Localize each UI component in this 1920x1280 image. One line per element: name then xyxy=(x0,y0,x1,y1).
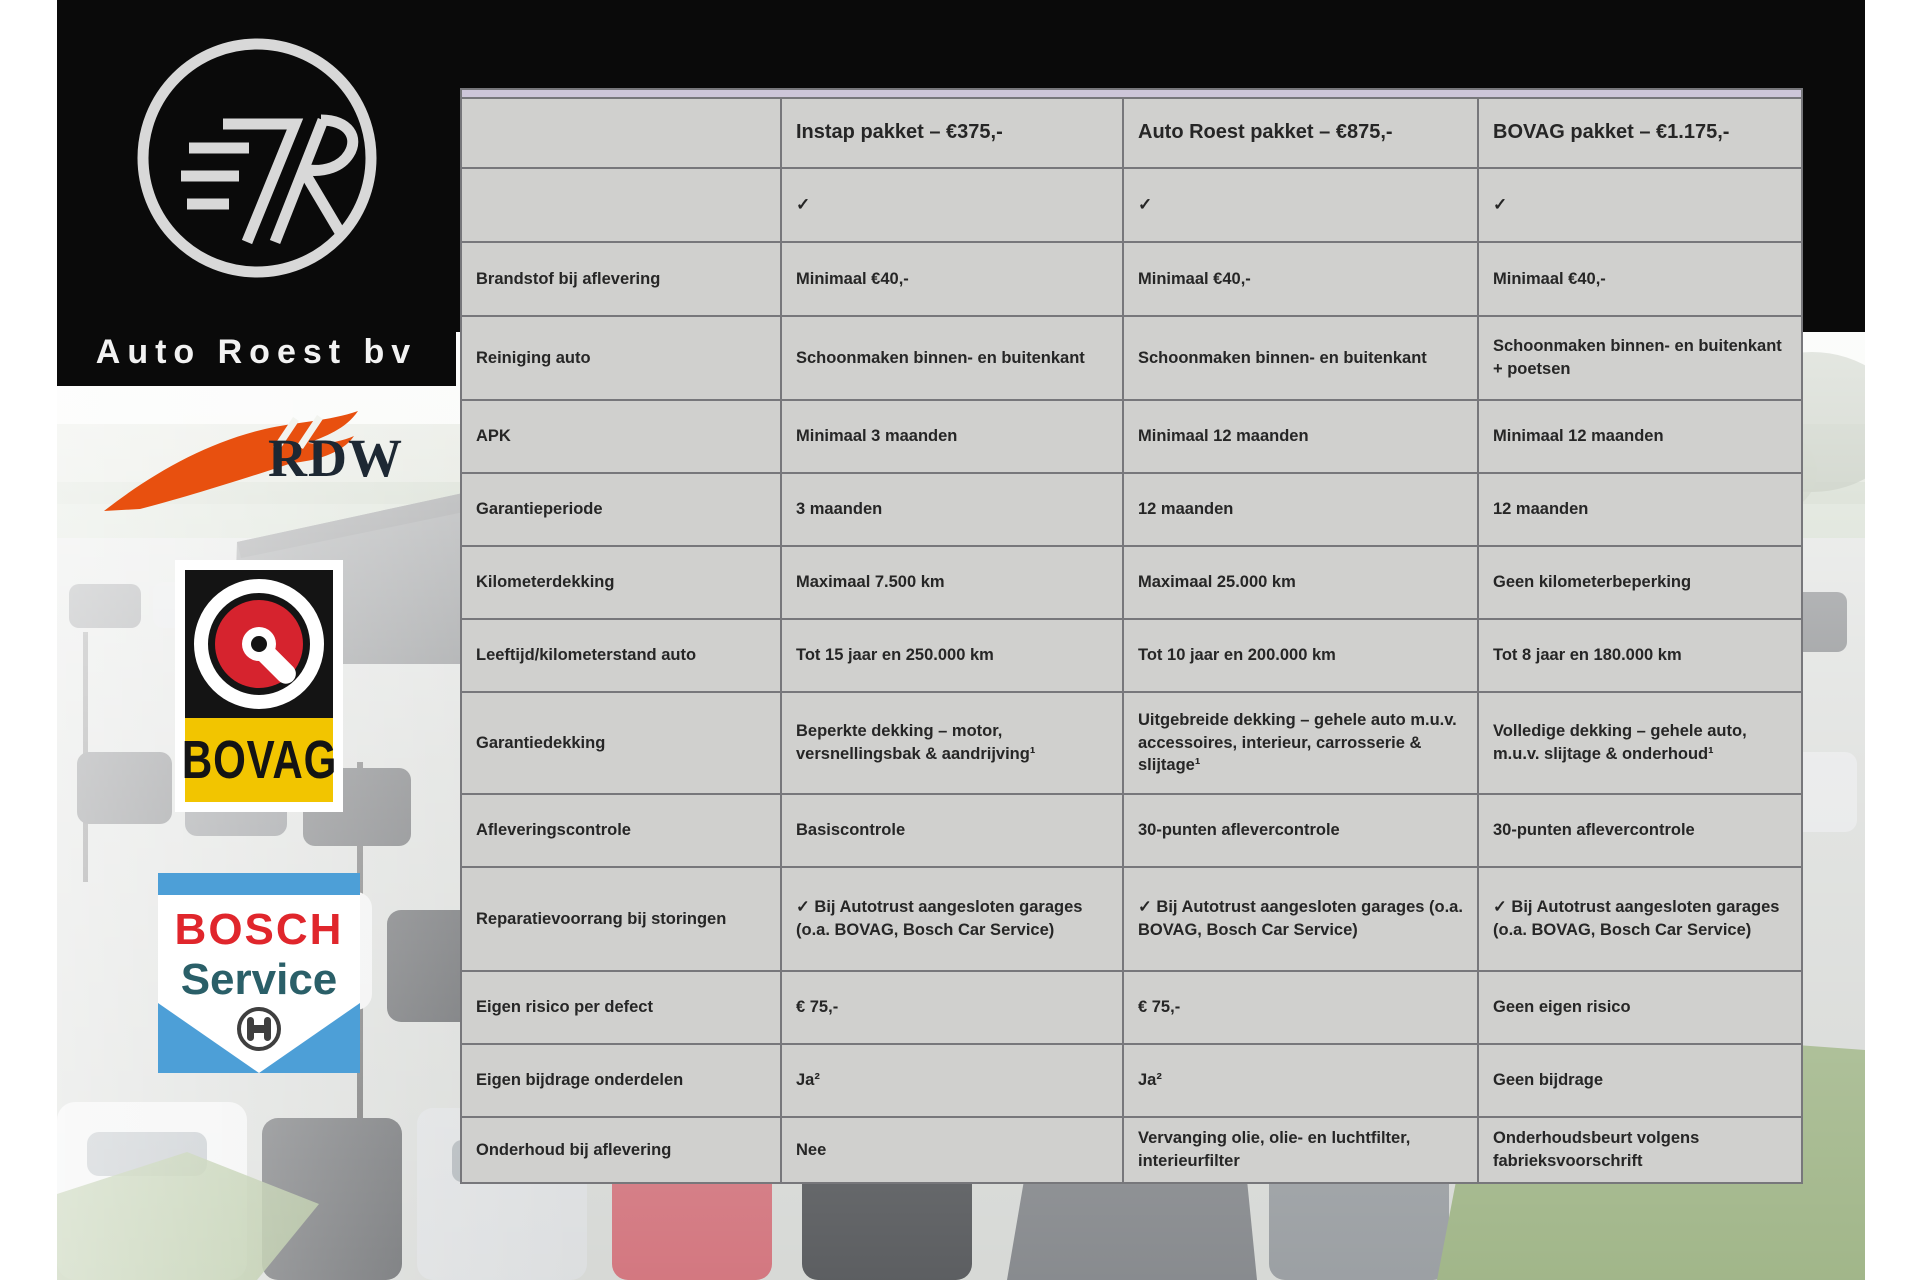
auto-roest-logo xyxy=(57,0,456,386)
value-cell: Basiscontrole xyxy=(782,795,1122,866)
value-cell: Minimaal €40,- xyxy=(1124,243,1477,315)
bosch-logo xyxy=(158,873,360,1073)
bovag-band xyxy=(181,718,337,802)
value-cell: Minimaal €40,- xyxy=(782,243,1122,315)
bovag-logo xyxy=(175,560,343,812)
auto-roest-monogram-icon xyxy=(127,20,387,305)
rdw-logo xyxy=(100,405,420,520)
row-label: Leeftijd/kilometerstand auto xyxy=(462,620,780,691)
row-label: APK xyxy=(462,401,780,472)
value-cell: € 75,- xyxy=(782,972,1122,1043)
rdw-wordmark: RDW xyxy=(268,428,403,488)
row-label: Eigen bijdrage onderdelen xyxy=(462,1045,780,1116)
value-cell: Tot 15 jaar en 250.000 km xyxy=(782,620,1122,691)
value-cell: Minimaal 12 maanden xyxy=(1479,401,1801,472)
bovag-emblem-icon xyxy=(185,570,333,718)
column-header-instap: Instap pakket – €375,- xyxy=(782,99,1122,167)
value-cell: Ja² xyxy=(1124,1045,1477,1116)
row-label: Afleveringscontrole xyxy=(462,795,780,866)
value-cell: 12 maanden xyxy=(1124,474,1477,545)
bovag-wordmark: BOVAG xyxy=(181,730,337,790)
value-cell: Nee xyxy=(782,1118,1122,1182)
bosch-armature-icon xyxy=(235,1005,283,1058)
value-cell: Schoonmaken binnen- en buitenkant xyxy=(1124,317,1477,399)
row-label: Garantieperiode xyxy=(462,474,780,545)
value-cell: Minimaal 12 maanden xyxy=(1124,401,1477,472)
package-table xyxy=(460,88,1803,1184)
row-label: Reparatievoorrang bij storingen xyxy=(462,868,780,970)
bosch-service-label: Service xyxy=(180,955,338,1004)
row-label: Garantiedekking xyxy=(462,693,780,793)
row-label: Kilometerdekking xyxy=(462,547,780,618)
value-cell: Geen kilometerbeperking xyxy=(1479,547,1801,618)
value-cell: Maximaal 7.500 km xyxy=(782,547,1122,618)
value-cell: € 75,- xyxy=(1124,972,1477,1043)
value-cell: Volledige dekking – gehele auto, m.u.v. slijtage & onderhoud¹ xyxy=(1479,693,1801,793)
value-cell: Geen bijdrage xyxy=(1479,1045,1801,1116)
row-label: Brandstof bij aflevering xyxy=(462,243,780,315)
value-cell: Schoonmaken binnen- en buitenkant + poetsen xyxy=(1479,317,1801,399)
value-cell: 3 maanden xyxy=(782,474,1122,545)
check-icon: ✓ xyxy=(1479,169,1801,241)
value-cell: Tot 10 jaar en 200.000 km xyxy=(1124,620,1477,691)
value-cell: Tot 8 jaar en 180.000 km xyxy=(1479,620,1801,691)
auto-roest-name: Auto Roest bv xyxy=(95,333,418,371)
value-cell: ✓ Bij Autotrust aangesloten garages (o.a. BOVAG, Bosch Car Service) xyxy=(1124,868,1477,970)
row-label xyxy=(462,169,780,241)
row-label: Onderhoud bij aflevering xyxy=(462,1118,780,1182)
value-cell: Ja² xyxy=(782,1045,1122,1116)
value-cell: Vervanging olie, olie- en luchtfilter, interieurfilter xyxy=(1124,1118,1477,1182)
value-cell: ✓ Bij Autotrust aangesloten garages (o.a. BOVAG, Bosch Car Service) xyxy=(782,868,1122,970)
check-icon: ✓ xyxy=(782,169,1122,241)
column-header-auto-roest: Auto Roest pakket – €875,- xyxy=(1124,99,1477,167)
value-cell: Onderhoudsbeurt volgens fabrieksvoorschrift xyxy=(1479,1118,1801,1182)
value-cell: Uitgebreide dekking – gehele auto m.u.v. accessoires, interieur, carrosserie & slijtage¹ xyxy=(1124,693,1477,793)
column-header-labels xyxy=(462,99,780,167)
value-cell: Geen eigen risico xyxy=(1479,972,1801,1043)
value-cell: Minimaal €40,- xyxy=(1479,243,1801,315)
value-cell: Beperkte dekking – motor, versnellingsbak & aandrijving¹ xyxy=(782,693,1122,793)
row-label: Reiniging auto xyxy=(462,317,780,399)
value-cell: 30-punten aflevercontrole xyxy=(1124,795,1477,866)
check-icon: ✓ xyxy=(1124,169,1477,241)
value-cell: 30-punten aflevercontrole xyxy=(1479,795,1801,866)
accent-strip xyxy=(462,90,1801,97)
value-cell: Schoonmaken binnen- en buitenkant xyxy=(782,317,1122,399)
value-cell: 12 maanden xyxy=(1479,474,1801,545)
value-cell: Minimaal 3 maanden xyxy=(782,401,1122,472)
value-cell: Maximaal 25.000 km xyxy=(1124,547,1477,618)
value-cell: ✓ Bij Autotrust aangesloten garages (o.a. BOVAG, Bosch Car Service) xyxy=(1479,868,1801,970)
row-label: Eigen risico per defect xyxy=(462,972,780,1043)
column-header-bovag: BOVAG pakket – €1.175,- xyxy=(1479,99,1801,167)
bosch-wordmark: BOSCH xyxy=(174,905,344,954)
